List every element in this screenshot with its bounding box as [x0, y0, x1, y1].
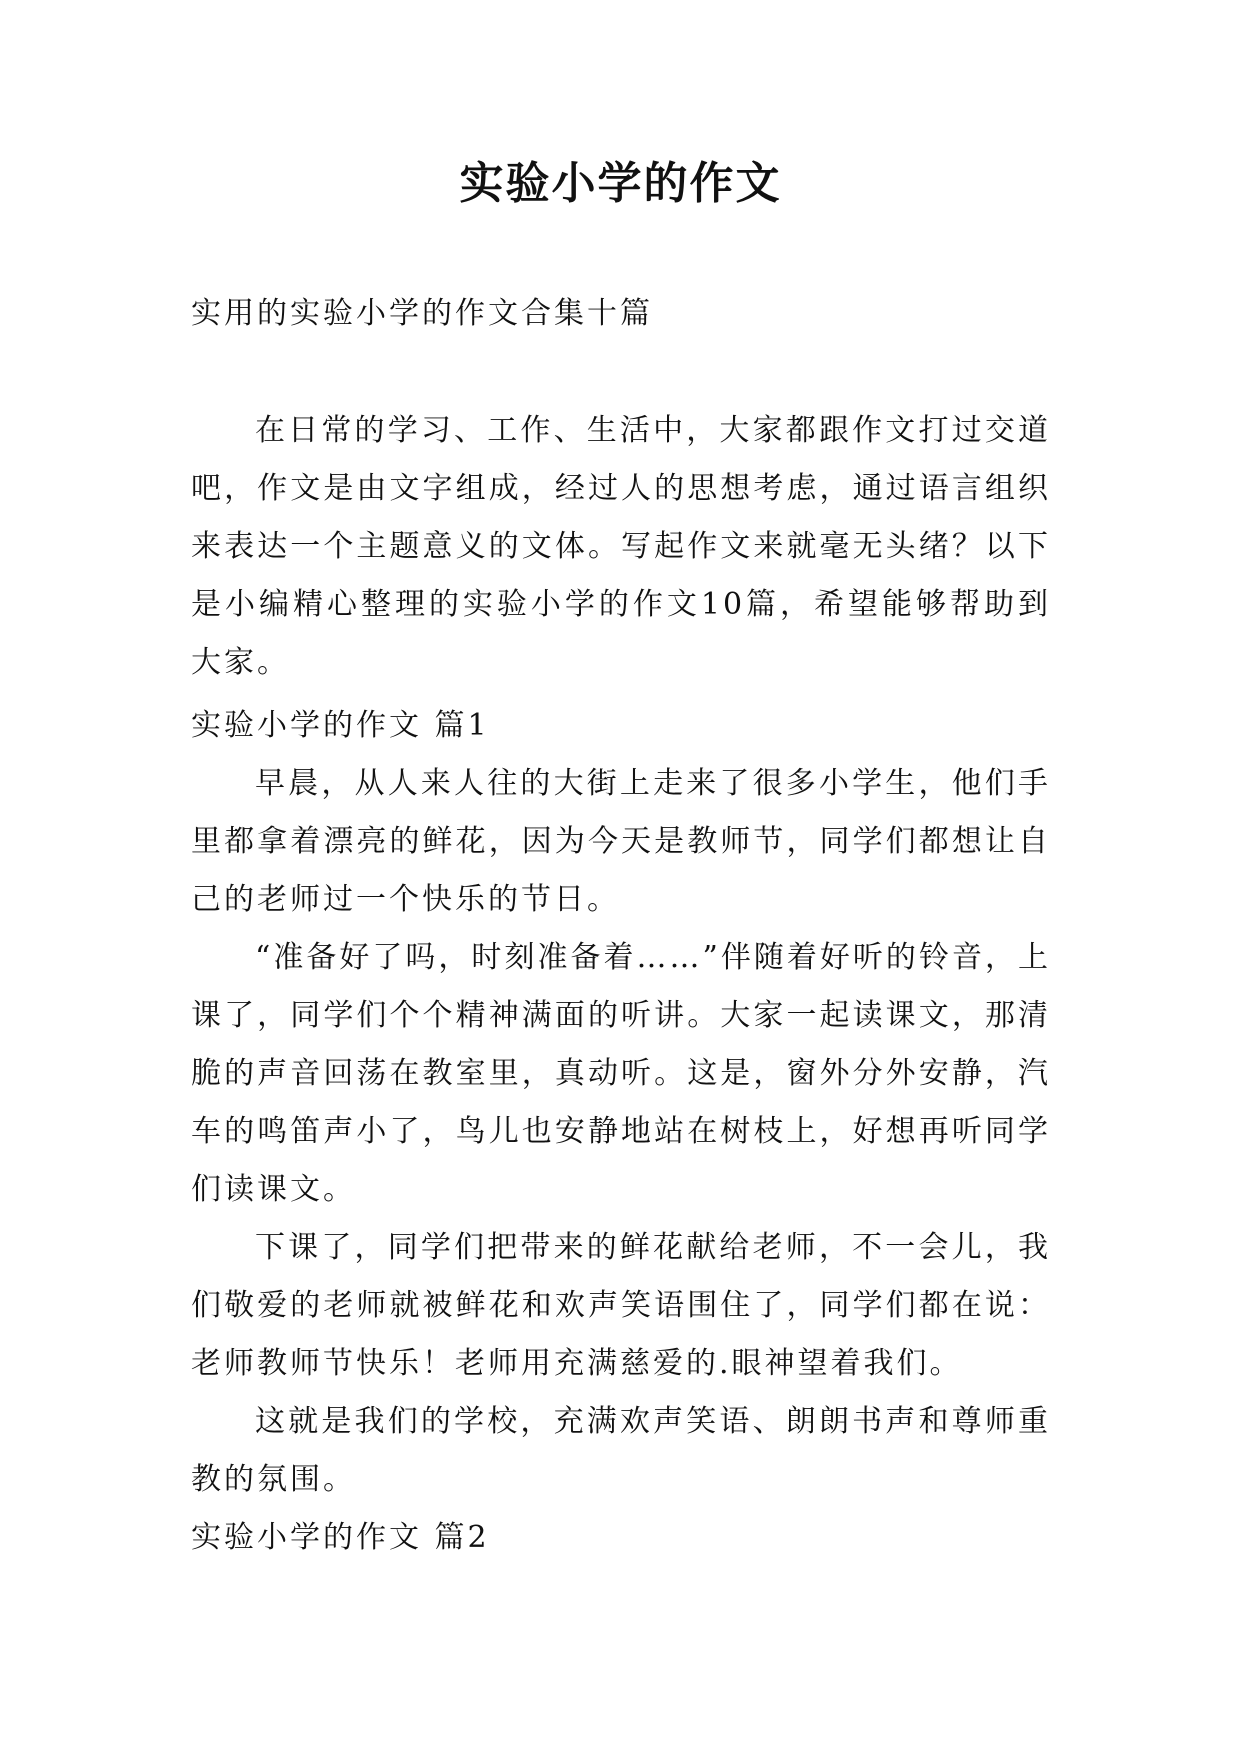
- section-1-paragraph-3: 下课了，同学们把带来的鲜花献给老师，不一会儿，我们敬爱的老师就被鲜花和欢声笑语围住了，同学们都在说：老师教师节快乐！老师用充满慈爱的.眼神望着我们。: [191, 1230, 1051, 1381]
- section-heading-1: 实验小学的作文 篇1: [191, 708, 490, 743]
- section-1-paragraph-4: 这就是我们的学校，充满欢声笑语、朗朗书声和尊师重教的氛围。: [191, 1404, 1051, 1497]
- document-subtitle: 实用的实验小学的作文合集十篇: [191, 296, 653, 331]
- intro-paragraph: 在日常的学习、工作、生活中，大家都跟作文打过交道吧，作文是由文字组成，经过人的思想考虑，通过语言组织来表达一个主题意义的文体。写起作文来就毫无头绪？以下是小编精心整理的实验小学的作文10篇，希望能够帮助到大家。: [191, 413, 1051, 680]
- section-heading-2: 实验小学的作文 篇2: [191, 1520, 490, 1555]
- document-body: [191, 285, 1051, 1567]
- section-1-paragraph-2: “准备好了吗，时刻准备着……”伴随着好听的铃音，上课了，同学们个个精神满面的听讲。大家一起读课文，那清脆的声音回荡在教室里，真动听。这是，窗外分外安静，汽车的鸣笛声小了，鸟儿也安静地站在树枝上，好想再听同学们读课文。: [191, 940, 1051, 1207]
- document-title: 实验小学的作文: [459, 158, 782, 209]
- section-1-paragraph-1: 早晨，从人来人往的大街上走来了很多小学生，他们手里都拿着漂亮的鲜花，因为今天是教师节，同学们都想让自己的老师过一个快乐的节日。: [191, 766, 1051, 917]
